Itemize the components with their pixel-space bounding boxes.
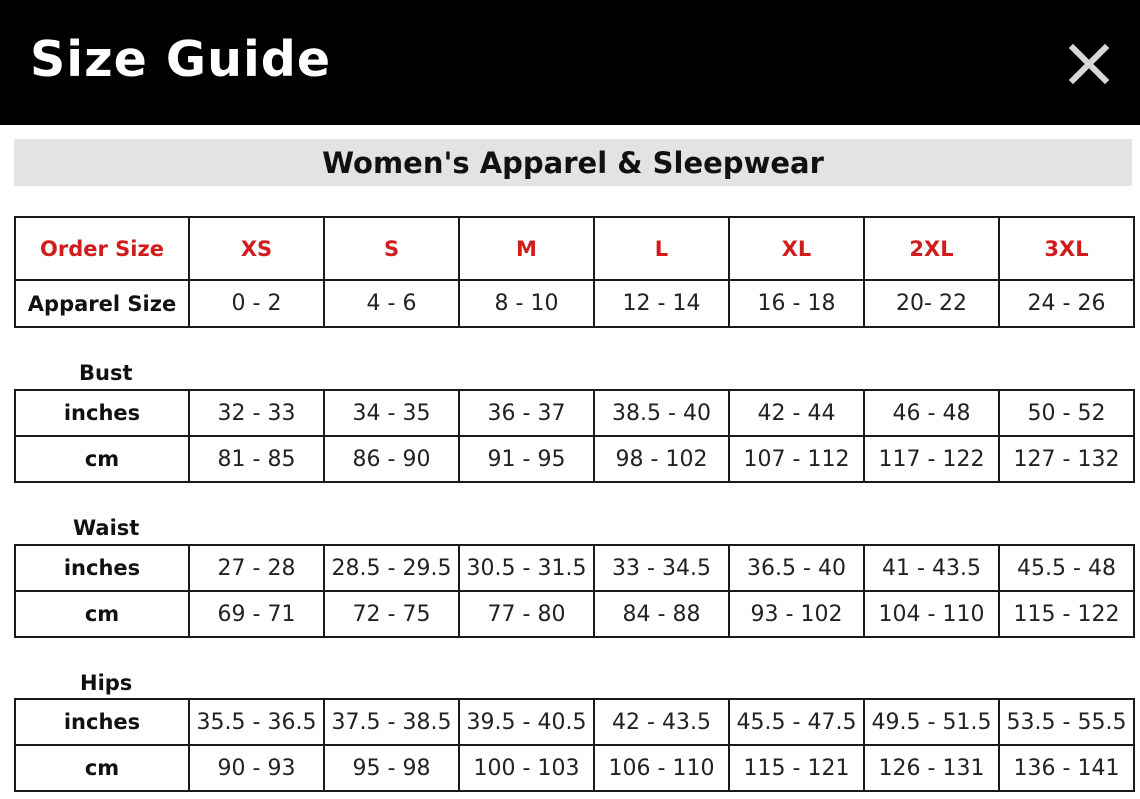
hips-cm-row [15, 745, 1134, 791]
apparel-size-cell: 16 - 18 [729, 280, 864, 327]
apparel-size-label: Apparel Size [15, 280, 189, 327]
measurement-cell: 38.5 - 40 [594, 390, 729, 436]
order-size-cell: S [324, 217, 459, 280]
measurement-cell: 72 - 75 [324, 591, 459, 637]
measurement-cell: 45.5 - 47.5 [729, 699, 864, 745]
hips-table [14, 698, 1135, 792]
category-banner [14, 139, 1132, 186]
unit-label: cm [15, 591, 189, 637]
measurement-cell: 36.5 - 40 [729, 545, 864, 591]
bust-section-label: Bust [79, 361, 133, 385]
measurement-cell: 33 - 34.5 [594, 545, 729, 591]
measurement-cell: 34 - 35 [324, 390, 459, 436]
order-size-cell: XS [189, 217, 324, 280]
waist-cm-row [15, 591, 1134, 637]
measurement-cell: 69 - 71 [189, 591, 324, 637]
measurement-cell: 115 - 121 [729, 745, 864, 791]
measurement-cell: 45.5 - 48 [999, 545, 1134, 591]
apparel-size-cell: 12 - 14 [594, 280, 729, 327]
measurement-cell: 136 - 141 [999, 745, 1134, 791]
measurement-cell: 39.5 - 40.5 [459, 699, 594, 745]
measurement-cell: 46 - 48 [864, 390, 999, 436]
order-size-cell: 3XL [999, 217, 1134, 280]
order-size-row [15, 217, 1134, 280]
measurement-cell: 127 - 132 [999, 436, 1134, 482]
measurement-cell: 41 - 43.5 [864, 545, 999, 591]
measurement-cell: 36 - 37 [459, 390, 594, 436]
measurement-cell: 30.5 - 31.5 [459, 545, 594, 591]
category-title: Women's Apparel & Sleepwear [322, 145, 824, 180]
bust-inches-row [15, 390, 1134, 436]
waist-section-label: Waist [73, 516, 140, 540]
apparel-size-cell: 20- 22 [864, 280, 999, 327]
hips-inches-row [15, 699, 1134, 745]
measurement-cell: 28.5 - 29.5 [324, 545, 459, 591]
order-size-cell: 2XL [864, 217, 999, 280]
measurement-cell: 84 - 88 [594, 591, 729, 637]
modal-title: Size Guide [30, 31, 332, 88]
measurement-cell: 104 - 110 [864, 591, 999, 637]
measurement-cell: 53.5 - 55.5 [999, 699, 1134, 745]
measurement-cell: 27 - 28 [189, 545, 324, 591]
unit-label: inches [15, 699, 189, 745]
measurement-cell: 32 - 33 [189, 390, 324, 436]
measurement-cell: 95 - 98 [324, 745, 459, 791]
apparel-size-cell: 8 - 10 [459, 280, 594, 327]
measurement-cell: 98 - 102 [594, 436, 729, 482]
modal-header [0, 0, 1140, 125]
measurement-cell: 77 - 80 [459, 591, 594, 637]
unit-label: inches [15, 390, 189, 436]
measurement-cell: 42 - 44 [729, 390, 864, 436]
size-table [14, 216, 1135, 328]
order-size-cell: L [594, 217, 729, 280]
measurement-cell: 117 - 122 [864, 436, 999, 482]
measurement-cell: 42 - 43.5 [594, 699, 729, 745]
waist-table [14, 544, 1135, 638]
hips-section-label: Hips [80, 671, 133, 695]
unit-label: cm [15, 745, 189, 791]
measurement-cell: 37.5 - 38.5 [324, 699, 459, 745]
order-size-cell: XL [729, 217, 864, 280]
measurement-cell: 81 - 85 [189, 436, 324, 482]
order-size-label: Order Size [15, 217, 189, 280]
measurement-cell: 93 - 102 [729, 591, 864, 637]
measurement-cell: 49.5 - 51.5 [864, 699, 999, 745]
apparel-size-cell: 0 - 2 [189, 280, 324, 327]
measurement-cell: 91 - 95 [459, 436, 594, 482]
measurement-cell: 35.5 - 36.5 [189, 699, 324, 745]
waist-inches-row [15, 545, 1134, 591]
measurement-cell: 126 - 131 [864, 745, 999, 791]
measurement-cell: 86 - 90 [324, 436, 459, 482]
measurement-cell: 107 - 112 [729, 436, 864, 482]
unit-label: cm [15, 436, 189, 482]
measurement-cell: 90 - 93 [189, 745, 324, 791]
bust-cm-row [15, 436, 1134, 482]
measurement-cell: 100 - 103 [459, 745, 594, 791]
close-icon [1067, 42, 1111, 86]
apparel-size-cell: 4 - 6 [324, 280, 459, 327]
apparel-size-row [15, 280, 1134, 327]
apparel-size-cell: 24 - 26 [999, 280, 1134, 327]
order-size-cell: M [459, 217, 594, 280]
close-button[interactable] [1067, 42, 1111, 86]
bust-table [14, 389, 1135, 483]
measurement-cell: 50 - 52 [999, 390, 1134, 436]
measurement-cell: 115 - 122 [999, 591, 1134, 637]
unit-label: inches [15, 545, 189, 591]
measurement-cell: 106 - 110 [594, 745, 729, 791]
